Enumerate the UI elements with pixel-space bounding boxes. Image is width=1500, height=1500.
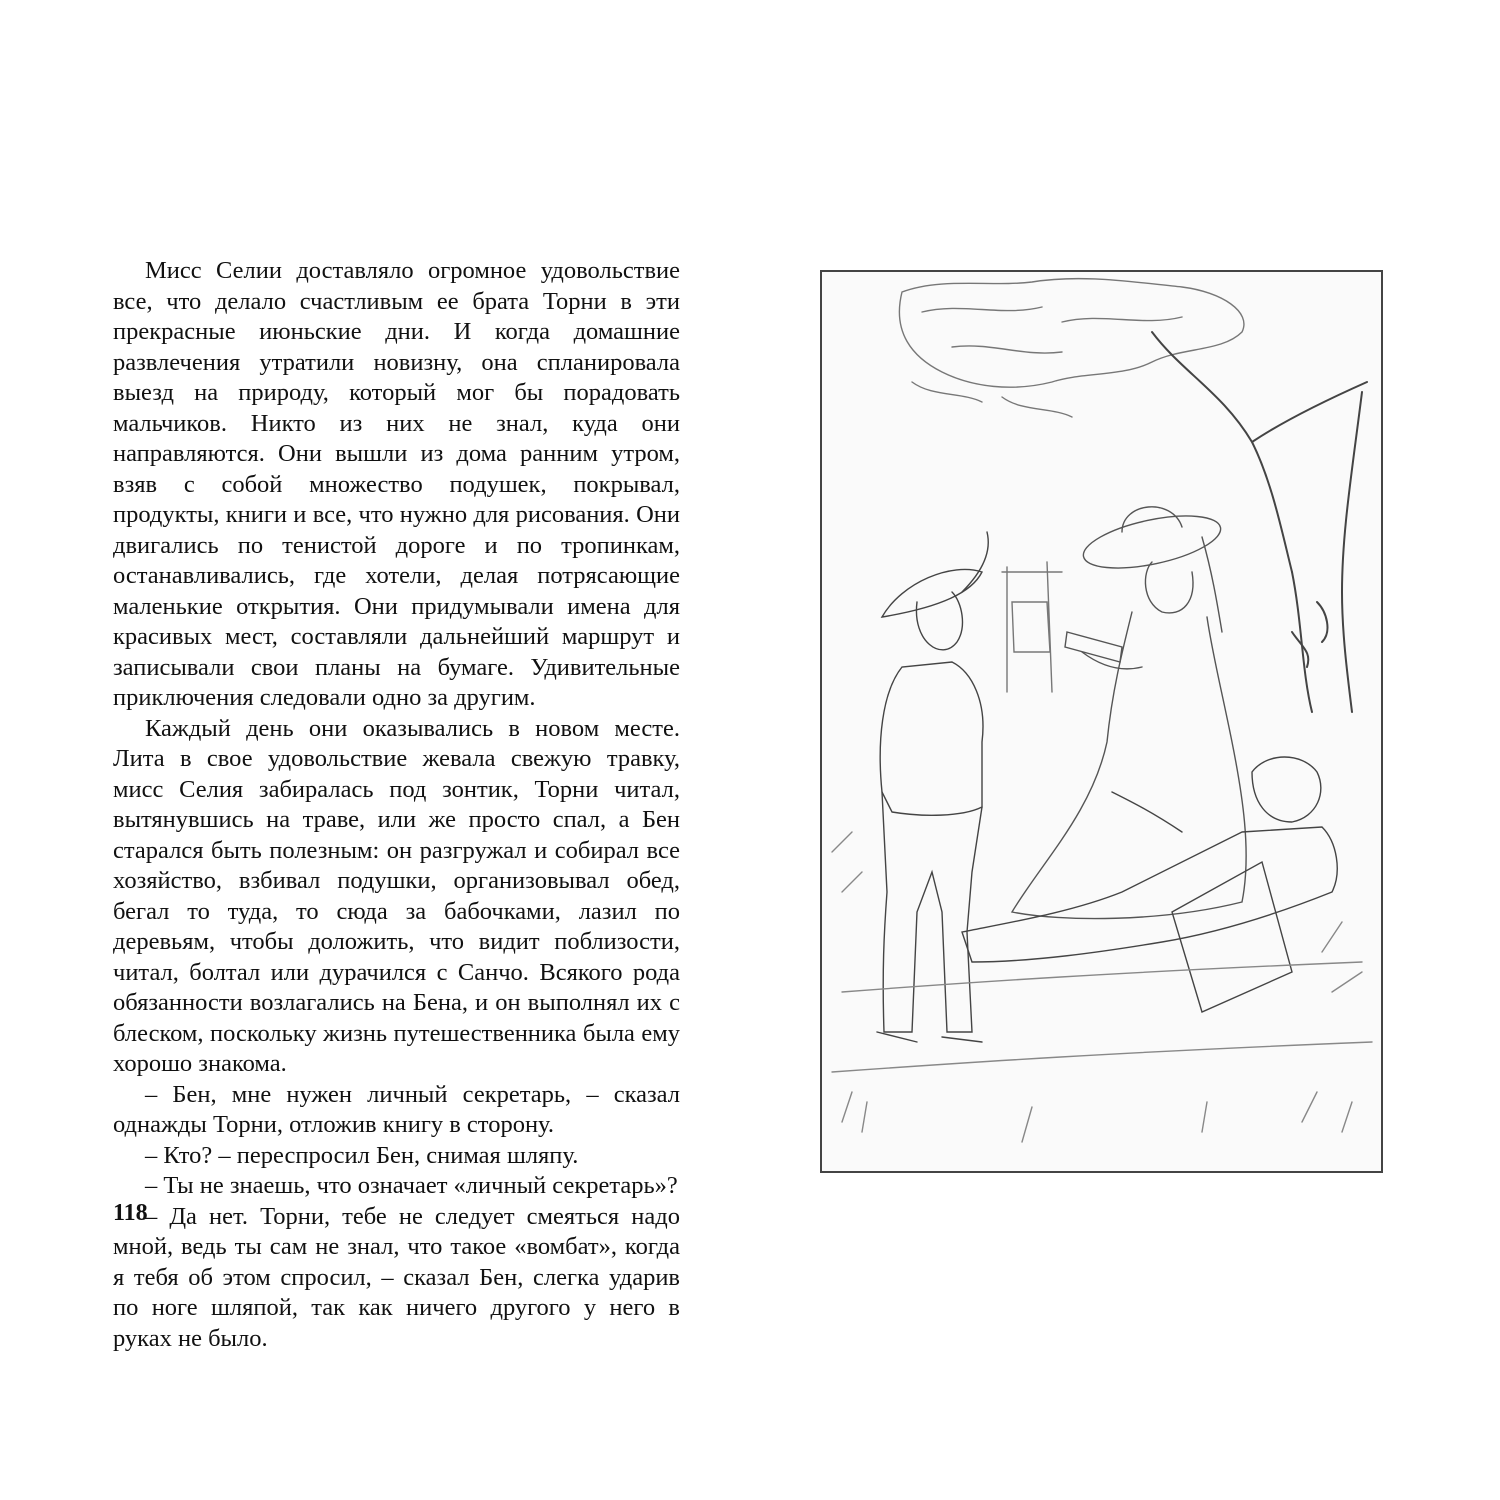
young-man-figure — [962, 757, 1337, 1012]
page-number: 118 — [113, 1200, 148, 1226]
tree-canopy — [899, 279, 1244, 417]
paragraph: Мисс Селии доставляло огромное удовольствие все, что делало счастливым ее брата Торни в эти прекрасные июньские дни. И когда домашние развлечения утратили новизну, она спланировала выезд на природу, который мог бы порадовать мальчиков. Никто из них не знал, куда они направляются. Они вышли из дома ранним утром, взяв с собой множество подушек, покрывал, продукты, книги и все, что нужно для рисования. Они двигались по тенистой дороге и по тропинкам, останавливались, где хотели, делая потрясающие маленькие открытия. Они придумывали имена для красивых мест, составляли дальнейший маршрут и записывали свои планы на бумаге. Удивительные приключения следовали одно за другим. — [113, 257, 680, 711]
tree-trunk — [1152, 332, 1367, 712]
blanket-grass — [832, 832, 1372, 1142]
paragraph: – Кто? – переспросил Бен, снимая шляпу. — [145, 1141, 579, 1169]
paragraph: Каждый день они оказывались в новом месте. Лита в свое удовольствие жевала свежую травку, мисс Селия забиралась под зонтик, Торни читал, вытянувшись на траве, или же просто спал, а Бен старался быть полезным: он разгружал и собирал все хозяйство, взбивал подушки, организовывал обед, бегал то туда, то сюда за бабочками, лазил по деревьям, чтобы доложить, что видит поблизости, читал, болтал или дурачился с Санчо. Всякого рода обязанности возлагались на Бена, и он выполнял их с блеском, поскольку жизнь путешественника была ему хорошо знакома. — [113, 714, 680, 1077]
paragraph: – Да нет. Торни, тебе не следует смеяться надо мной, ведь ты сам не знал, что такое «вомбат», когда я тебя об этом спросил, – сказал Бен, слегка ударив по ноге шляпой, так как ничего другого у него в руках не было. — [113, 1202, 680, 1352]
illustration — [820, 270, 1383, 1173]
easel — [1002, 562, 1062, 692]
illustration-sketch — [822, 272, 1381, 1171]
paragraph: – Ты не знаешь, что означает «личный секретарь»? — [145, 1172, 678, 1199]
paragraph: – Бен, мне нужен личный секретарь, – сказал однажды Торни, отложив книгу в сторону. — [113, 1080, 680, 1138]
page-text — [113, 256, 680, 1354]
boy-figure — [877, 532, 988, 1042]
